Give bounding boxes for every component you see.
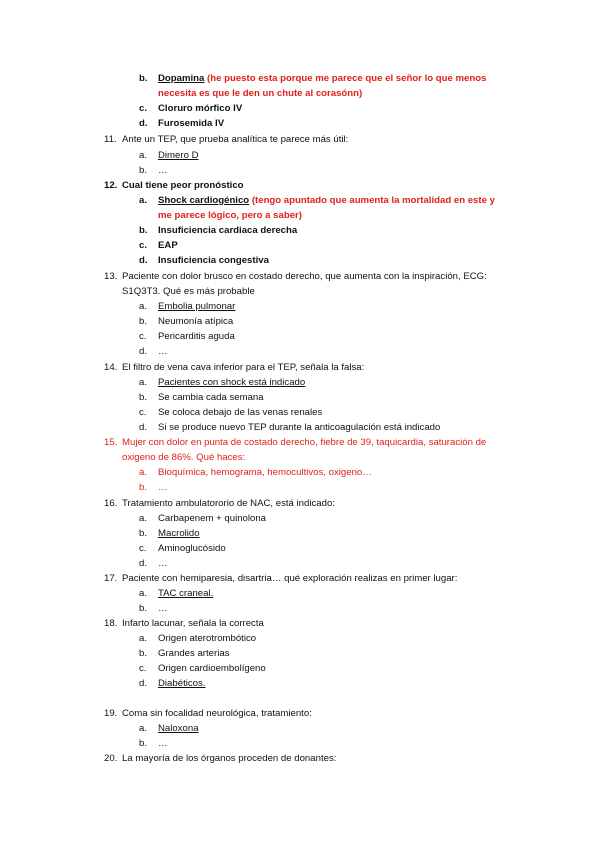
document-line xyxy=(158,677,205,690)
list-marker: 13. xyxy=(104,271,118,282)
list-marker: 15. xyxy=(104,437,118,448)
line-text: Aminoglucósido xyxy=(158,543,226,554)
list-marker: d. xyxy=(139,118,148,129)
document-line xyxy=(158,587,213,600)
line-text: Diabéticos. xyxy=(158,678,206,689)
line-text: Dimero D xyxy=(158,150,199,161)
document-line xyxy=(158,87,362,100)
document-line xyxy=(158,632,256,645)
list-marker: c. xyxy=(139,331,147,342)
line-text: Shock cardiogénico xyxy=(158,195,250,206)
document-line xyxy=(158,194,495,207)
document-line xyxy=(122,270,487,283)
list-marker: c. xyxy=(139,543,147,554)
line-text: oxigeno de 86%. Qué haces: xyxy=(122,452,246,463)
document-line xyxy=(122,752,336,765)
list-marker: a. xyxy=(139,467,148,478)
document-line xyxy=(158,466,372,479)
line-text: Si se produce nuevo TEP durante la anticoagulación está indicado xyxy=(158,422,441,433)
list-marker: 14. xyxy=(104,362,118,373)
document-line xyxy=(158,602,168,615)
line-text: Macrolido xyxy=(158,528,200,539)
list-marker: 19. xyxy=(104,708,118,719)
document-line xyxy=(158,330,235,343)
list-marker: b. xyxy=(139,648,148,659)
document-line xyxy=(122,285,255,298)
document-line xyxy=(158,481,168,494)
list-marker: c. xyxy=(139,103,148,114)
line-text: Neumonía atípica xyxy=(158,316,234,327)
list-marker: a. xyxy=(139,513,148,524)
document-line xyxy=(158,117,224,130)
document-line xyxy=(158,376,305,389)
document-line xyxy=(158,722,199,735)
list-marker: d. xyxy=(139,558,148,569)
annotation-text: (he puesto esta porque me parece que el señor lo que menos xyxy=(204,73,487,84)
line-text: Carbapenem + quinolona xyxy=(158,513,267,524)
document-line xyxy=(158,345,168,358)
document-line xyxy=(122,179,244,192)
line-text: Mujer con dolor en punta de costado derecho, fiebre de 39, taquicardia, saturación de xyxy=(122,437,487,448)
list-marker: 12. xyxy=(104,180,118,191)
document-line xyxy=(158,149,199,162)
document-line xyxy=(122,572,457,585)
line-text: Furosemida IV xyxy=(158,118,225,129)
list-marker: c. xyxy=(139,240,148,251)
document-line xyxy=(122,451,245,464)
line-text: Coma sin focalidad neurológica, tratamiento: xyxy=(122,708,312,719)
list-marker: b. xyxy=(139,603,148,614)
list-marker: d. xyxy=(139,422,148,433)
line-text: Grandes arterias xyxy=(158,648,230,659)
line-text: Ante un TEP, que prueba analítica te parece más útil: xyxy=(122,134,349,145)
line-text: Se cambia cada semana xyxy=(158,392,264,403)
document-line xyxy=(158,512,266,525)
document-line xyxy=(158,421,440,434)
document-line xyxy=(158,102,242,115)
document-line xyxy=(122,617,264,630)
line-text: El filtro de vena cava inferior para el TEP, señala la falsa: xyxy=(122,362,365,373)
document-line xyxy=(158,254,269,267)
line-text: Se coloca debajo de las venas renales xyxy=(158,407,323,418)
list-marker: d. xyxy=(139,346,148,357)
document-line xyxy=(158,224,297,237)
line-text: me parece lógico, pero a saber) xyxy=(158,210,302,221)
line-text: … xyxy=(158,482,168,493)
document-line xyxy=(158,209,302,222)
list-marker: c. xyxy=(139,407,147,418)
line-text: Cloruro mórfico IV xyxy=(158,103,243,114)
list-marker: 11. xyxy=(104,134,117,145)
list-marker: b. xyxy=(139,738,148,749)
document-line xyxy=(158,406,322,419)
list-marker: 20. xyxy=(104,753,118,764)
line-text: S1Q3T3. Qué es más probable xyxy=(122,286,255,297)
line-text: La mayoría de los órganos proceden de donantes: xyxy=(122,753,337,764)
line-text: Naloxona xyxy=(158,723,199,734)
document-line xyxy=(158,391,264,404)
line-text: Infarto lacunar, señala la correcta xyxy=(122,618,264,629)
list-marker: d. xyxy=(139,678,148,689)
list-marker: a. xyxy=(139,588,148,599)
document-line xyxy=(158,164,168,177)
line-text: Cual tiene peor pronóstico xyxy=(122,180,244,191)
line-text: Embolia pulmonar xyxy=(158,301,236,312)
document-line xyxy=(158,662,266,675)
annotation-text: (tengo apuntado que aumenta la mortalidad en este y xyxy=(249,195,495,206)
list-marker: a. xyxy=(139,150,148,161)
line-text: Dopamina xyxy=(158,73,205,84)
list-marker: b. xyxy=(139,482,148,493)
line-text: … xyxy=(158,346,168,357)
document-line xyxy=(122,361,364,374)
line-text: … xyxy=(158,165,168,176)
list-marker: a. xyxy=(139,301,148,312)
line-text: Insuficiencia congestiva xyxy=(158,255,269,266)
document-line xyxy=(158,239,178,252)
line-text: Origen aterotrombótico xyxy=(158,633,257,644)
line-text: Pericarditis aguda xyxy=(158,331,235,342)
list-marker: b. xyxy=(139,165,148,176)
line-text: EAP xyxy=(158,240,178,251)
list-marker: b. xyxy=(139,528,148,539)
document-line xyxy=(158,72,486,85)
document-line xyxy=(158,557,168,570)
document-line xyxy=(158,737,168,750)
document-line xyxy=(122,436,486,449)
document-line xyxy=(158,647,229,660)
line-text: Origen cardioembolígeno xyxy=(158,663,266,674)
list-marker: b. xyxy=(139,73,148,84)
list-marker: a. xyxy=(139,633,148,644)
document-line xyxy=(158,542,226,555)
line-text: Tratamiento ambulatororio de NAC, está indicado: xyxy=(122,498,335,509)
line-text: Paciente con dolor brusco en costado derecho, que aumenta con la inspiración, ECG: xyxy=(122,271,487,282)
line-text: … xyxy=(158,603,168,614)
line-text: Paciente con hemiparesia, disartria… qué exploración realizas en primer lugar: xyxy=(122,573,458,584)
list-marker: d. xyxy=(139,255,148,266)
document-line xyxy=(158,527,200,540)
line-text: necesita es que le den un chute al corasónn) xyxy=(158,88,363,99)
line-text: Insuficiencia cardiaca derecha xyxy=(158,225,298,236)
line-text: Pacientes con shock está indicado xyxy=(158,377,306,388)
document-line xyxy=(122,707,312,720)
list-marker: b. xyxy=(139,316,148,327)
list-marker: 18. xyxy=(104,618,118,629)
document-line xyxy=(122,133,348,146)
list-marker: 17. xyxy=(104,573,118,584)
document-line xyxy=(158,315,233,328)
line-text: … xyxy=(158,558,168,569)
list-marker: a. xyxy=(139,723,148,734)
document-line xyxy=(122,497,335,510)
list-marker: c. xyxy=(139,663,147,674)
list-marker: b. xyxy=(139,392,148,403)
document-line xyxy=(158,300,235,313)
line-text: Bioquímica, hemograma, hemocultivos, oxigeno… xyxy=(158,467,372,478)
list-marker: a. xyxy=(139,195,148,206)
line-text: … xyxy=(158,738,168,749)
list-marker: b. xyxy=(139,225,148,236)
list-marker: 16. xyxy=(104,498,118,509)
line-text: TAC craneal. xyxy=(158,588,214,599)
list-marker: a. xyxy=(139,377,148,388)
